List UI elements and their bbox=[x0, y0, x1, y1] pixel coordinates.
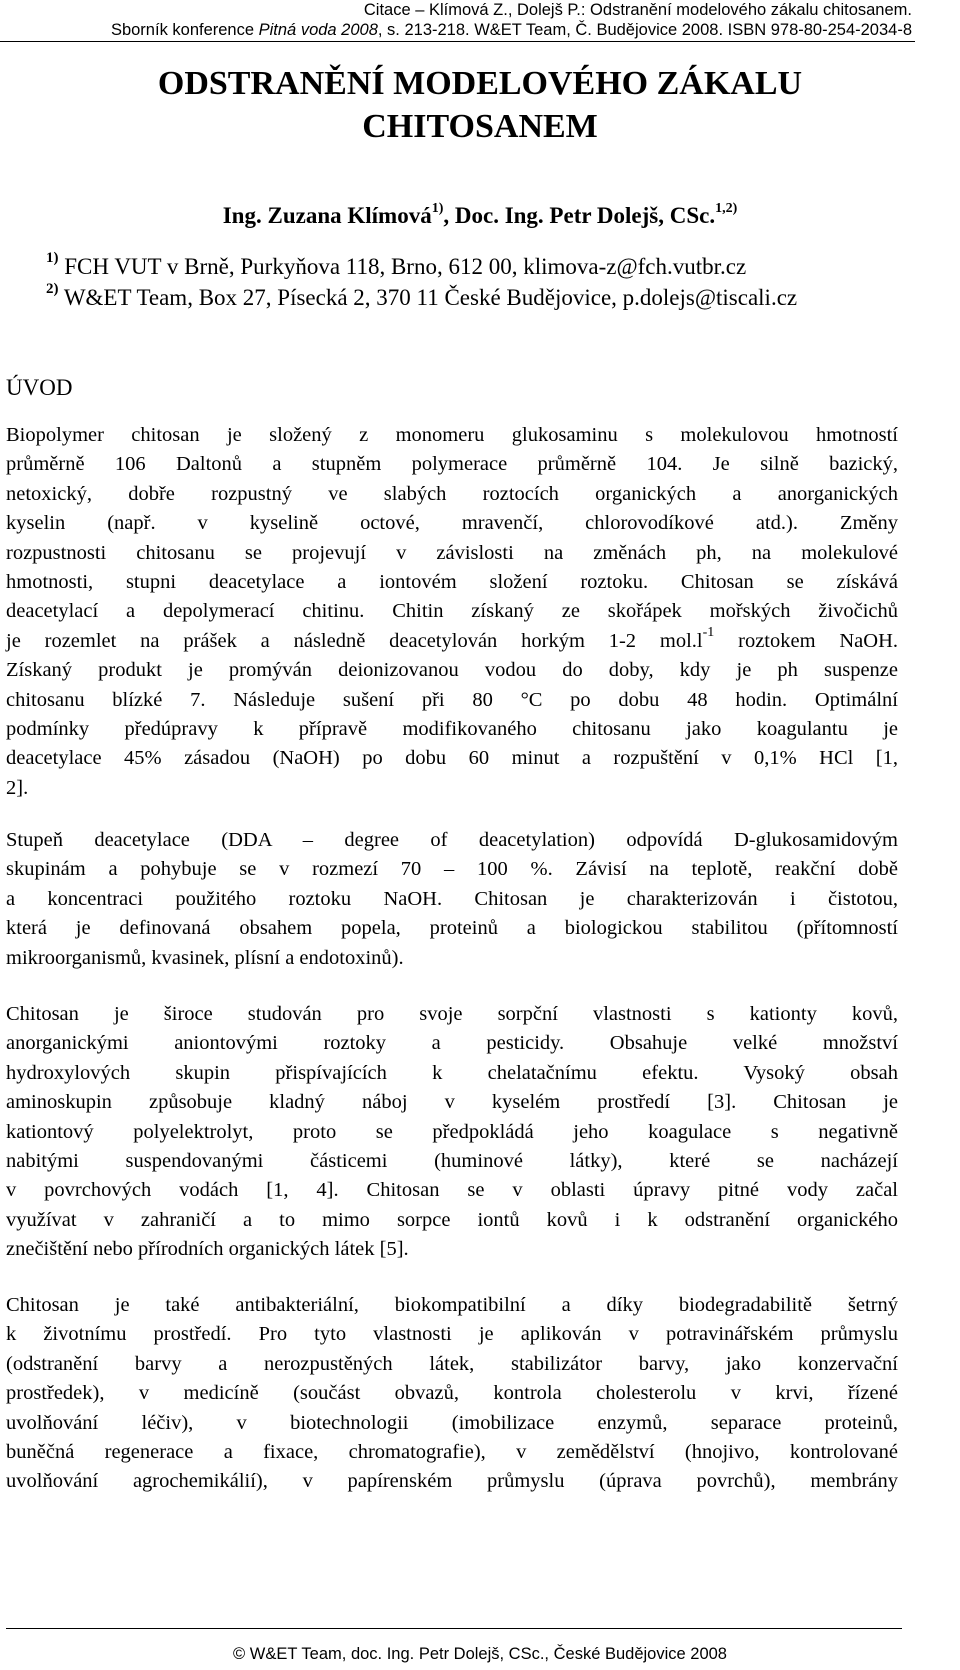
title-line-2: CHITOSANEM bbox=[362, 108, 598, 145]
paragraph-line: 2]. bbox=[6, 776, 29, 799]
paragraph-line: hydroxylových skupin přispívajících k chelatačnímu efektu. Vysoký obsah bbox=[6, 1061, 898, 1084]
affiliation-2-marker: 2) bbox=[46, 281, 59, 298]
paragraph-line: mikroorganismů, kvasinek, plísní a endotoxinů). bbox=[6, 946, 404, 969]
line-text: je rozemlet na prášek a následně deacetylován horkým 1-2 mol.l bbox=[6, 629, 703, 652]
citation-header bbox=[52, 0, 912, 40]
affiliation-1 bbox=[46, 250, 747, 281]
paragraph-line: prostředek), v medicíně (součást obvazů, kontrola cholesterolu v krvi, řízené bbox=[6, 1382, 898, 1405]
paragraph-line: rozpustnosti chitosanu se projevují v závislosti na změnách ph, na molekulové bbox=[6, 541, 898, 564]
paragraph-line: deacetylací a depolymerací chitinu. Chitin získaný ze skořápek mořských živočichů bbox=[6, 600, 898, 623]
footer-rule bbox=[6, 1628, 902, 1629]
paragraph-line: hmotnosti, stupni deacetylace a iontovém složení roztoku. Chitosan se získává bbox=[6, 570, 898, 593]
paragraph-line: aminoskupin způsobuje kladný náboj v kyselém prostředí [3]. Chitosan je bbox=[6, 1091, 898, 1114]
paragraph-line: průměrně 106 Daltonů a stupněm polymerace průměrně 104. Je silně bazický, bbox=[6, 453, 898, 476]
citation-line-1: Citace – Klímová Z., Dolejš P.: Odstranění modelového zákalu chitosanem. bbox=[363, 1, 912, 19]
paragraph-line: k životnímu prostředí. Pro tyto vlastnosti je aplikován v potravinářském průmyslu bbox=[6, 1323, 898, 1346]
paragraph-line: Chitosan je široce studován pro svoje sorpční vlastnosti s kationty kovů, bbox=[6, 1003, 898, 1025]
paragraph-line: v povrchových vodách [1, 4]. Chitosan se v oblasti úpravy pitné vody začal bbox=[6, 1179, 898, 1202]
title-line-1: ODSTRANĚNÍ MODELOVÉHO ZÁKALU bbox=[157, 65, 803, 102]
page-footer: © W&ET Team, doc. Ing. Petr Dolejš, CSc., České Budějovice 2008 bbox=[233, 1645, 727, 1663]
paragraph-line: netoxický, dobře rozpustný ve slabých roztocích organických a anorganických bbox=[6, 482, 898, 505]
paragraph-line: Získaný produkt je promýván deionizovanou vodou do doby, kdy je ph suspenze bbox=[6, 659, 898, 682]
section-heading-intro: ÚVOD bbox=[6, 375, 73, 400]
author-1-name: Ing. Zuzana Klímová bbox=[222, 203, 432, 228]
paragraph-line: Biopolymer chitosan je složený z monomeru glukosaminu s molekulovou hmotností bbox=[6, 424, 898, 446]
paragraph-line: znečištění nebo přírodních organických látek [5]. bbox=[6, 1238, 409, 1261]
paragraph-line: chitosanu blízké 7. Následuje sušení při 80 °C po dobu 48 hodin. Optimální bbox=[6, 688, 898, 711]
paragraph-line: buněčná regenerace a fixace, chromatografie), v zemědělství (hnojivo, kontrolované bbox=[6, 1440, 898, 1463]
author-1-affiliation-marker: 1) bbox=[431, 200, 444, 216]
paragraph-line: využívat v zahraničí a to mimo sorpce iontů kovů i k odstranění organického bbox=[6, 1208, 898, 1231]
affiliation-1-text: FCH VUT v Brně, Purkyňova 118, Brno, 612 00, klimova-z@fch.vutbr.cz bbox=[58, 254, 747, 279]
paragraph-line: uvolňování agrochemikálií), v papírenském průmyslu (úprava povrchů), membrány bbox=[6, 1470, 898, 1493]
paragraph-1 bbox=[6, 421, 898, 803]
author-2-name: Doc. Ing. Petr Dolejš, CSc. bbox=[449, 203, 716, 228]
paragraph-line: podmínky předúpravy k přípravě modifikovaného chitosanu jako koagulantu je bbox=[6, 717, 898, 740]
paragraph-line: Chitosan je také antibakteriální, biokompatibilní a díky biodegradabilitě šetrný bbox=[6, 1294, 898, 1316]
paragraph-line: nabitými suspendovanými částicemi (huminové látky), které se nacházejí bbox=[6, 1149, 898, 1172]
paper-title bbox=[0, 62, 960, 148]
paragraph-2 bbox=[6, 826, 898, 973]
header-rule bbox=[0, 41, 915, 42]
line-text: roztokem NaOH. bbox=[714, 629, 898, 652]
paragraph-line: (odstranění barvy a nerozpustěných látek, stabilizátor barvy, jako konzervační bbox=[6, 1352, 898, 1375]
paragraph-line: anorganickými aniontovými roztoky a pesticidy. Obsahuje velké množství bbox=[6, 1032, 898, 1055]
author-list bbox=[0, 202, 960, 230]
unit-exponent: -1 bbox=[702, 625, 715, 641]
citation-line-2 bbox=[52, 20, 912, 40]
paragraph-line: a koncentraci použitého roztoku NaOH. Chitosan je charakterizován i čistotou, bbox=[6, 887, 898, 910]
paragraph-line: která je definovaná obsahem popela, proteinů a biologickou stabilitou (přítomností bbox=[6, 917, 898, 940]
paragraph-4 bbox=[6, 1291, 898, 1497]
author-separator: , bbox=[443, 203, 450, 228]
paragraph-line: kationtový polyelektrolyt, proto se předpokládá jeho koagulace s negativně bbox=[6, 1120, 898, 1143]
affiliation-1-marker: 1) bbox=[46, 250, 59, 267]
paragraph-line bbox=[6, 627, 898, 656]
paragraph-3 bbox=[6, 1000, 898, 1265]
citation-conference-title: Pitná voda 2008 bbox=[258, 21, 378, 39]
paragraph-line: deacetylace 45% zásadou (NaOH) po dobu 60 minut a rozpuštění v 0,1% HCl [1, bbox=[6, 747, 898, 770]
affiliation-2 bbox=[46, 281, 798, 312]
paragraph-line: uvolňování léčiv), v biotechnologii (imobilizace enzymů, separace proteinů, bbox=[6, 1411, 898, 1434]
paragraph-line: skupinám a pohybuje se v rozmezí 70 – 100 %. Závisí na teplotě, reakční době bbox=[6, 858, 898, 881]
citation-publisher-isbn: , s. 213-218. W&ET Team, Č. Budějovice 2008. ISBN 978-80-254-2034-8 bbox=[377, 21, 912, 39]
author-2-affiliation-marker: 1,2) bbox=[715, 200, 738, 216]
paragraph-line: kyselin (např. v kyselině octové, mravenčí, chlorovodíkové atd.). Změny bbox=[6, 512, 898, 535]
paragraph-line: Stupeň deacetylace (DDA – degree of deacetylation) odpovídá D-glukosamidovým bbox=[6, 829, 898, 851]
affiliation-2-text: W&ET Team, Box 27, Písecká 2, 370 11 České Budějovice, p.dolejs@tiscali.cz bbox=[58, 285, 798, 310]
citation-proceedings-prefix: Sborník konference bbox=[110, 21, 259, 39]
